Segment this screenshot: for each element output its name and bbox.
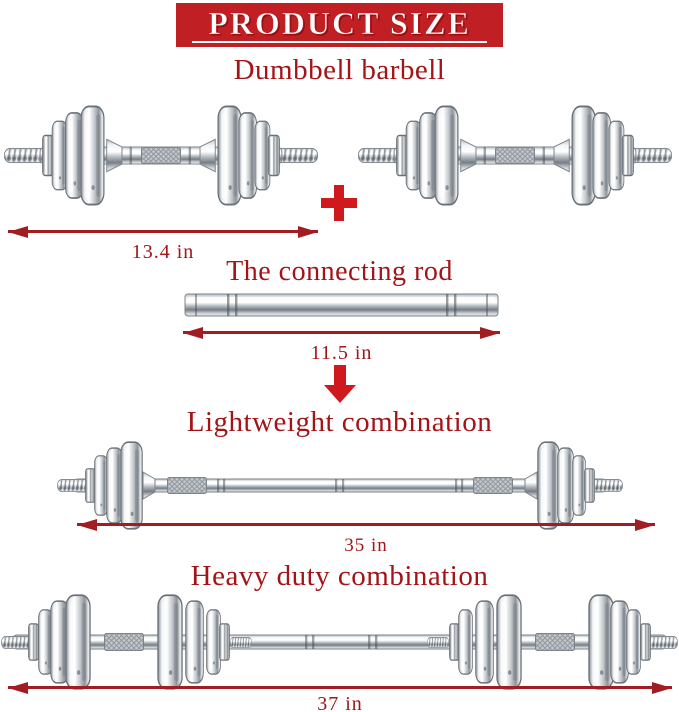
dumbbell-left-image — [2, 99, 320, 212]
plate-stack-a — [29, 595, 90, 688]
lightweight-barbell-image — [55, 438, 625, 533]
plate-stack-b — [158, 595, 229, 688]
dimension-arrow-rod — [183, 331, 500, 334]
plate-stack-right — [218, 106, 279, 204]
heavy-barbell-image — [0, 592, 679, 692]
dimension-arrow-heavy — [8, 686, 672, 689]
dimension-label-lightweight: 35 in — [344, 535, 388, 556]
dimension-arrow-dumbbell — [8, 230, 318, 233]
dimension-label-rod: 11.5 in — [310, 342, 373, 364]
dimension-arrow-lightweight — [77, 523, 655, 526]
plate-stack-c — [450, 595, 521, 688]
section-title-dumbbell: Dumbbell barbell — [233, 54, 446, 86]
plate-stack-left — [43, 106, 104, 204]
plate-stack-left — [397, 106, 458, 204]
section-title-rod: The connecting rod — [226, 256, 453, 287]
dimension-label-heavy: 37 in — [317, 693, 363, 712]
plate-stack-d — [589, 595, 650, 688]
plate-stack-right — [538, 442, 595, 529]
plate-stack-left — [86, 442, 143, 529]
section-title-heavy: Heavy duty combination — [190, 560, 489, 592]
plate-stack-right — [572, 106, 633, 204]
header-banner — [176, 3, 503, 47]
plus-icon — [321, 185, 357, 221]
header-underline — [192, 41, 487, 43]
page-title: PRODUCT SIZE — [208, 5, 471, 41]
section-title-lightweight: Lightweight combination — [186, 406, 493, 438]
dumbbell-right-image — [356, 99, 674, 212]
connecting-rod-image — [183, 289, 500, 321]
dimension-label-dumbbell: 13.4 in — [131, 241, 195, 263]
down-arrow-icon — [324, 365, 356, 403]
